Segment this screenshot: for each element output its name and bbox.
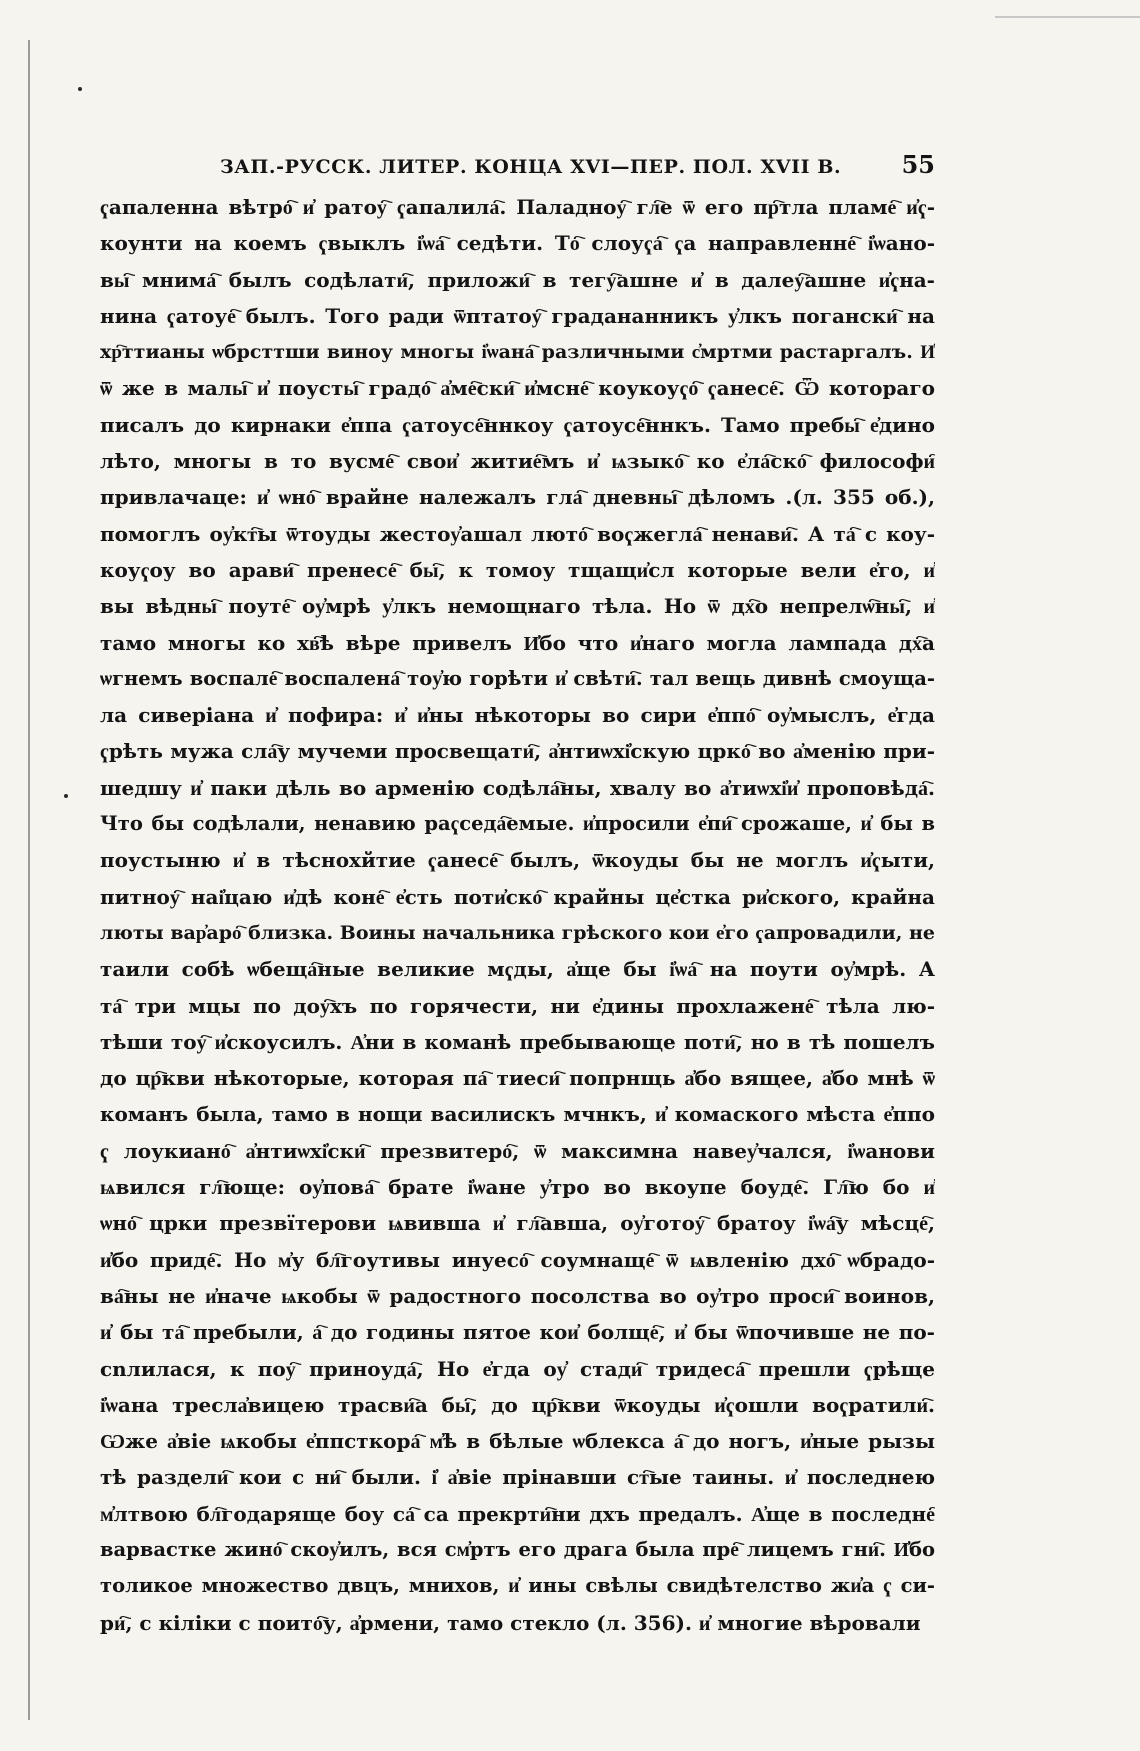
text-line: сnлилася, к поу҇ приноуда҇, Но е҆гда оу҆ стади҇ тридеса҇ прешли ҁрѣще xyxy=(100,1356,935,1381)
text-line: м҆лтвою бл҇годаряще боу са҇ са прекрти҇ни дхъ предалъ. А҆ще в последне҇ xyxy=(100,1501,935,1526)
text-line: ҁапаленна вѣтро҇ и҆ ратоу҇ ҁапалила҇. Паладноу҇ гл҇е ѿ его пр҇тла пламе҇ и҆ҁ- xyxy=(100,195,935,219)
text-line: писалъ до кирнаки е҆ппа ҁатоусе҇ннкоу ҁатоусе҇ннкъ. Тамо пребы҇ е҆дино xyxy=(100,412,935,437)
text-line: привлачаце: и҆ ѡно҇ врайне належалъ гла҇ дневны҇ дѣломъ .(л. 355 об.), xyxy=(100,485,935,510)
text-line: ѿ же в малы҇ и҆ поусты҇ градо҇ а҆ме҇ски҇ и҆мсне҇ коукоуҁо҇ ҁанесе҇. Ѿ котораго xyxy=(100,376,935,401)
text-line: вы вѣдны҇ поуте҇ оу҆мрѣ у҆лкъ немощнаго тѣла. Но ѿ дх҇о непрелѡ҇ны҇, и҆ xyxy=(100,594,935,619)
text-line: вы҇ мнима҇ былъ содѣлати҇, приложи҇ в тегу҇ашне и҆ в далеу҇ашне и҆ҁна- xyxy=(100,267,935,292)
text-line: хр҇ттианы ѡбрсттши винoу многы і҆ѡана҇ различными с҆мртми растаргалъ. И҆ xyxy=(100,341,935,364)
text-line: люты вар҆аро҇ близка. Воины начальника грѣского кои е҆го ҁапровадили, не xyxy=(100,921,935,944)
text-line: толикое множество двцъ, мнихов, и҆ ины свѣлы свидѣтелство жи҆а ҁ си- xyxy=(100,1574,935,1598)
scan-speck xyxy=(78,87,82,91)
text-line: нина ҁатоуе҇ былъ. Того ради ѿптатоу҇ градананникъ у҆лкъ погански҇ на xyxy=(100,303,935,328)
text-line: ла сиверіана и҆ пофира: и҆ и҆ны нѣкоторы во сири е҆ппо҇ оу҆мыслъ, е҆гда xyxy=(100,703,935,728)
text-line: лѣто, многы в то вусме҇ свои҆ житие҇мъ и҆ ѩзыко҇ ко е҆ла҇ско҇ философи҇ xyxy=(100,449,935,474)
text-line: ѩвился гл҇юще: оу҆пова҇ брате і҆ѡане у҆тро во вкоупе боуде҇. Гл҇ю бо и҆ xyxy=(100,1175,935,1200)
text-line: тѣ раздели҇ кои с ни҇ были. і҆ а҆віе прiнавши ст҇ые таины. и҆ последнею xyxy=(100,1465,935,1490)
text-line: ри҇, с кiлiки с поито҇у, а҆рмени, тамо стекло (л. 356). и҆ многие вѣровали xyxy=(100,1610,921,1635)
page-number: 55 xyxy=(901,150,935,179)
text-line: ва҇ны не и҆наче ѩкобы ѿ радостного посолства во оу҆тро проси҇ воинов, xyxy=(100,1283,935,1308)
text-line: поустыню и҆ в тѣснохйтие ҁанесе҇ былъ, ѿкоуды бы не моглъ и҆ҁыти, xyxy=(100,848,935,873)
scan-speck xyxy=(64,794,68,798)
text-line: і҆ѡана тресла҆вицею трасви҇а бы҇, до цр҇кви ѿкоуды и҆ҁошли воҁратили҇. xyxy=(100,1392,935,1417)
text-line: помоглъ оу҆кт҇ы ѿтоуды жестоу҆ашал люто҇ воҁжегла҇ ненави҇. А та҇ с коу- xyxy=(100,521,935,546)
text-line: коуҁоу во арави҇ пренесе҇ бы҇, к томоу тщащи҆сл которые вели е҆го, и҆ xyxy=(100,557,935,582)
scan-edge-rule xyxy=(995,16,1140,18)
text-line: до цр҇кви нѣкоторые, которая па҇ тиеси҇ попрнщь а҆бо вящее, а҆бо мнѣ ѿ xyxy=(100,1066,935,1091)
text-line: ҁрѣть мужа сла҇у мучеми просвещати҇, а҆нтиѡхі҆скую црко҇ во а҆менію при- xyxy=(100,739,935,764)
text-line: таили собѣ ѡбеща҇ные великие мҁды, а҆ще бы і҆ѡа҇ на поути оу҆мрѣ. А xyxy=(100,957,935,982)
text-line: варвастке жино҇ скоу҆илъ, вся см҆ртъ его драга была пре҇ лицемъ гни҇. И҆бо xyxy=(100,1537,935,1561)
text-line: коунти на коемъ ҁвыклъ і҆ѡа҇ седѣти. То҇ слоуҁа҇ ҁа направленне҇ і҆ѡано- xyxy=(100,231,935,256)
text-line: команъ была, тамо в нощи василискъ мчнкъ, и҆ комаского мѣста е҆ппо xyxy=(100,1102,935,1127)
text-line: та҇ три мцы по доу҇хъ по горячести, ни е҆дины прохлажене҇ тѣла лю- xyxy=(100,993,935,1018)
text-line: тѣши тоу҇ и҆скоусилъ. А҆ни в команѣ пребывающе поти҇, но в тѣ пошелъ xyxy=(100,1029,935,1054)
text-line: Ѡже а҆вiе ѩкобы е҆ппсткора҇ м҆ѣ в бѣлые ѡблекса а҇ до ногъ, и҆ные рызы xyxy=(100,1429,935,1454)
text-line: шедшу и҆ паки дѣль во арменію содѣла҇ны, хвалу во а҆тиѡхі҆и҆ проповѣда҇. xyxy=(100,775,935,800)
text-line: тамо многы ко хв҇ѣ вѣре привелъ И҆бо что и҆наго могла лампада дх҇а xyxy=(100,630,935,655)
text-line: ҁ лоукиано҇ а҆нтиѡхі҆ски҇ презвитеро҇, ѿ максимна навеу҆чался, і҆ѡанови xyxy=(100,1138,935,1163)
running-head: ЗАП.-РУСCК. ЛИТЕР. КОНЦА XVI—ПЕР. ПОЛ. XVII В. xyxy=(220,156,842,178)
text-line: и҆ бы та҇ пребыли, а҇ до годины пятое кои҆ болще҇, и҆ бы ѿпочивше не по- xyxy=(100,1320,935,1345)
text-line: Что бы содѣлали, ненавию раҁседа҇емые. и҆проcили е҆пи҇ срожаше, и҆ бы в xyxy=(100,812,935,836)
body-text xyxy=(100,189,935,1641)
text-line: ѡно҇ црки презвїтерови ѩвивша и҆ гл҇авша, оу҆готоу҇ братоу і҆ѡа҇у мѣсце҇, xyxy=(100,1211,935,1236)
page-edge-rule xyxy=(28,40,30,1720)
text-line: питноу҇ наі҆цаю и҆дѣ коне҇ е҆сть поти҆ско҇ крайны це҆стка ри҆ского, крайна xyxy=(100,884,935,909)
text-line: и҆бо приде҇. Но м҆у бл҇гоутивы инуесо҇ соумнаще҇ ѿ ѩвленію дхо҇ ѡбрадо- xyxy=(100,1247,935,1272)
page-header xyxy=(220,150,935,180)
text-line: ѡгнемъ воспале҇ воспалена҇ тоу҆ю горѣти и҆ свѣти҇. тал вещь дивнѣ смоуща- xyxy=(100,666,935,690)
